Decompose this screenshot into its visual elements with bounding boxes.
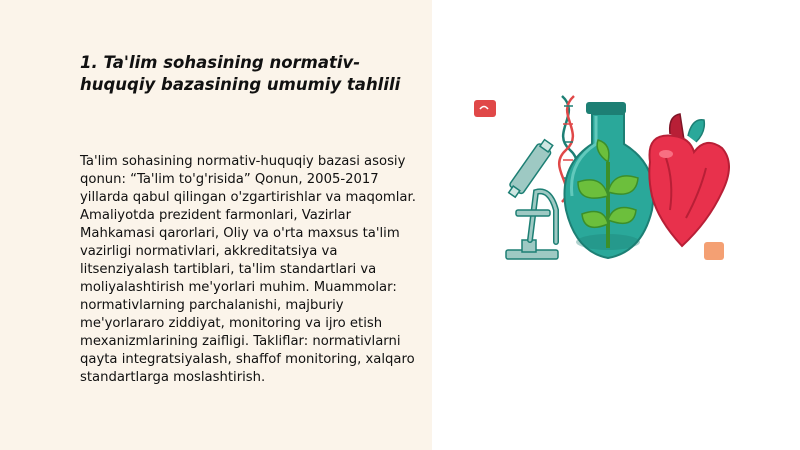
slide-body-text: Ta'lim sohasining normativ-huquqiy bazasi asosiy qonun: “Ta'lim to'g'risida” Qonun, 2005-2017 yillarda qabul qilingan o'zgartirishlar va maqomlar. Amaliyotda prezident farmonlari, Vazirlar Mahkamasi qarorlari, Oliy va o'rta maxsus ta'lim vazirligi normativlari, akkreditatsiya va litsenziyalash tartiblari, ta'lim standartlari va moliyalashtirish me'yorlari muhim. Muammolar: normativlarning parchalanishi, majburiy me'yorlararo ziddiyat, monitoring va ijro etish mexanizmlarining zaifligi. Takliflar: normativlarni qayta integratsiyalash, shaffof monitoring, xalqaro standartlarga moslashtirish. bbox=[80, 154, 416, 385]
slide-title: 1. Ta'lim sohasining normativ-huquqiy bazasining umumiy tahlili bbox=[80, 53, 401, 94]
microscope-icon bbox=[505, 138, 558, 259]
red-badge-icon bbox=[474, 100, 496, 117]
heart-icon bbox=[649, 114, 729, 246]
orange-square-icon bbox=[704, 242, 724, 260]
science-illustration bbox=[470, 92, 730, 264]
